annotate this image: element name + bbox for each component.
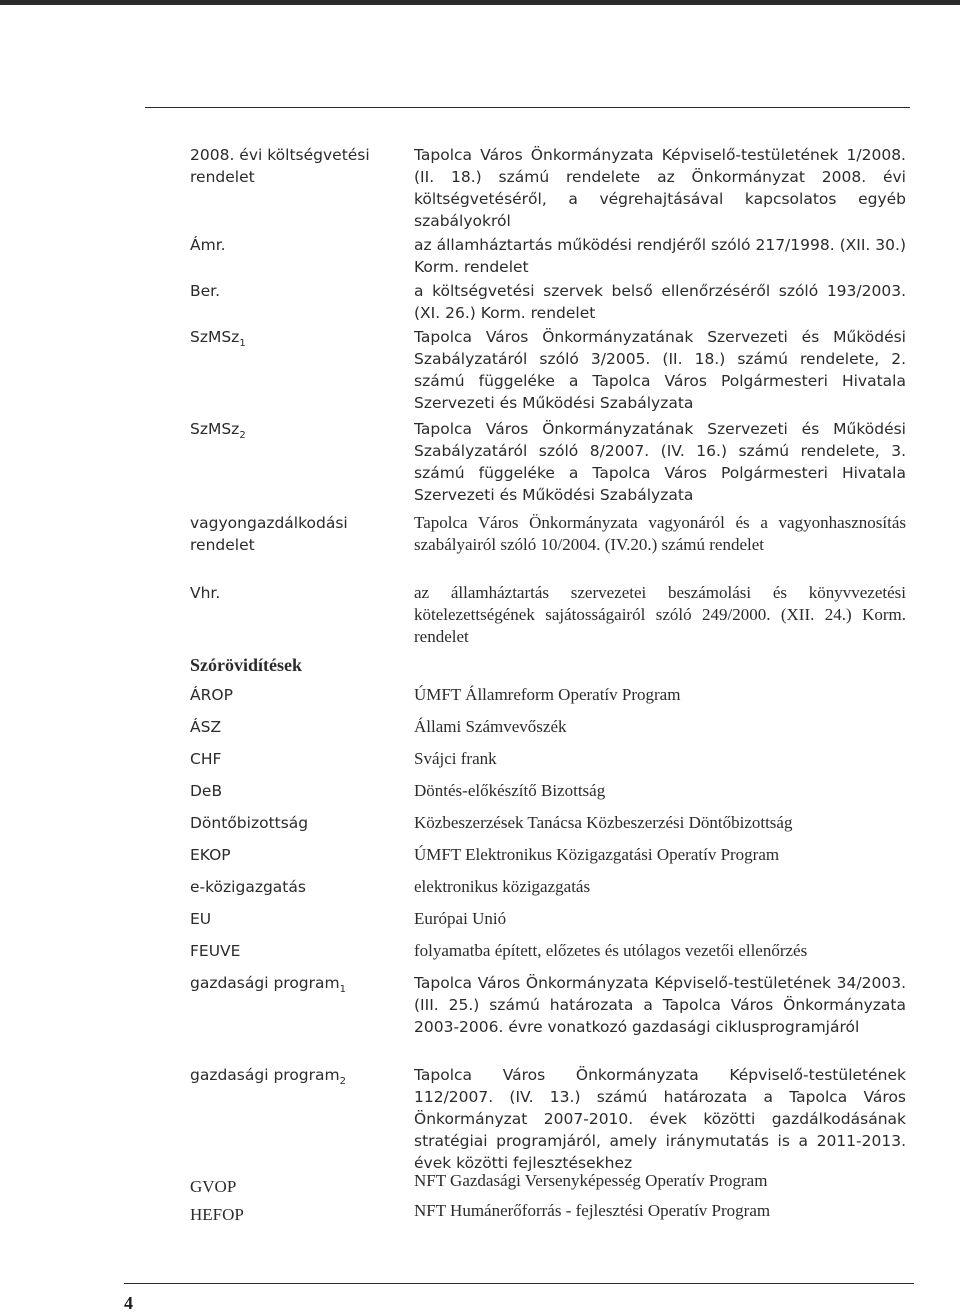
definition-asset-management-decree: Tapolca Város Önkormányzata vagyonáról és a vagyonhasznosítás szabályairól szóló 10/2004. (IV.20.) számú rendelet (414, 513, 906, 554)
definition-e-kozigazgatas: elektronikus közigazgatás (414, 877, 591, 896)
header-rule (145, 107, 910, 108)
term-economic-program-2-text: gazdasági program (190, 1066, 340, 1084)
definition-deb: Döntés-előkészítő Bizottság (414, 781, 606, 800)
definition-2008-budget-decree: Tapolca Város Önkormányzata Képviselő-testületének 1/2008. (II. 18.) számú rendelete az Önkormányzat 2008. évi költségvetéséről, a végrehajtásával kapcsolatos egyéb szabályokról (414, 146, 906, 230)
definition-arop: ÚMFT Államreform Operatív Program (414, 685, 681, 704)
term-chf: CHF (190, 750, 222, 768)
term-eu: EU (190, 910, 212, 928)
term-deb: DeB (190, 782, 223, 800)
term-economic-program-2-subscript: 2 (339, 1076, 346, 1088)
term-2008-budget-decree: 2008. évi költségvetési rendelet (190, 146, 370, 186)
definition-economic-program-2: Tapolca Város Önkormányzata Képviselő-testületének 112/2007. (IV. 13.) számú határozata a Tapolca Város Önkormányzat 2007-2010. évek közötti gazdálkodásának stratégiai programjáról, amely iránymutatás is a 2011-2013. évek közötti fejlesztésekhez (414, 1066, 906, 1172)
term-gvop: GVOP (190, 1177, 237, 1196)
term-szmsz1-text: SzMSz (190, 328, 240, 346)
definition-asz: Állami Számvevőszék (414, 717, 567, 736)
definition-feuve: folyamatba épített, előzetes és utólagos vezetői ellenőrzés (414, 941, 808, 960)
definition-chf: Svájci frank (414, 749, 497, 768)
top-border (0, 0, 960, 5)
definition-hefop: NFT Humánerőforrás - fejlesztési Operatív Program (414, 1201, 771, 1220)
term-hefop: HEFOP (190, 1205, 244, 1224)
term-dontobizottsag: Döntőbizottság (190, 814, 309, 832)
definition-eu: Európai Unió (414, 909, 507, 928)
footer-rule (124, 1283, 914, 1284)
term-economic-program-1-subscript: 1 (339, 984, 346, 996)
term-amr: Ámr. (190, 236, 226, 254)
term-szmsz1-subscript: 1 (239, 338, 246, 350)
definition-amr: az államháztartás működési rendjéről szóló 217/1998. (XII. 30.) Korm. rendelet (414, 236, 906, 276)
term-ekop: EKOP (190, 846, 231, 864)
term-vhr: Vhr. (190, 584, 221, 602)
definition-gvop: NFT Gazdasági Versenyképesség Operatív Program (414, 1171, 768, 1190)
term-szmsz2-subscript: 2 (239, 430, 246, 442)
definition-ekop: ÚMFT Elektronikus Közigazgatási Operatív Program (414, 845, 780, 864)
page-number: 4 (124, 1293, 133, 1313)
term-asz: ÁSZ (190, 718, 222, 736)
term-economic-program-1 (190, 972, 400, 994)
term-feuve: FEUVE (190, 942, 241, 960)
term-szmsz2 (190, 418, 400, 440)
term-arop: ÁROP (190, 686, 233, 704)
term-szmsz2-text: SzMSz (190, 420, 240, 438)
term-economic-program-1-text: gazdasági program (190, 974, 340, 992)
term-ber: Ber. (190, 282, 221, 300)
definition-dontobizottsag: Közbeszerzések Tanácsa Közbeszerzési Döntőbizottság (414, 813, 793, 832)
definition-szmsz2: Tapolca Város Önkormányzatának Szervezeti és Működési Szabályzatáról szóló 8/2007. (IV. 16.) számú rendelete, 3. számú függeléke a Tapolca Város Polgármesteri Hivatala Szervezeti és Működési Szabályzata (414, 420, 906, 504)
definition-szmsz1: Tapolca Város Önkormányzatának Szervezeti és Működési Szabályzatáról szóló 3/2005. (II. 18.) számú rendelete, 2. számú függeléke a Tapolca Város Polgármesteri Hivatala Szervezeti és Működési Szabályzata (414, 328, 906, 412)
definition-economic-program-1: Tapolca Város Önkormányzata Képviselő-testületének 34/2003. (III. 25.) számú határozata a Tapolca Város Önkormányzata 2003-2006. évre vonatkozó gazdasági ciklusprogramjáról (414, 974, 906, 1036)
term-szmsz1 (190, 326, 400, 348)
section-heading: Szórövidítések (190, 655, 302, 675)
term-economic-program-2 (190, 1064, 400, 1086)
definition-ber: a költségvetési szervek belső ellenőrzéséről szóló 193/2003. (XI. 26.) Korm. rendelet (414, 282, 906, 322)
term-e-kozigazgatas: e-közigazgatás (190, 878, 306, 896)
term-asset-management-decree: vagyongazdálkodási rendelet (190, 514, 348, 554)
definition-vhr: az államháztartás szervezetei beszámolási és könyvvezetési kötelezettségének sajátosságairól szóló 249/2000. (XII. 24.) Korm. rendelet (414, 583, 906, 646)
